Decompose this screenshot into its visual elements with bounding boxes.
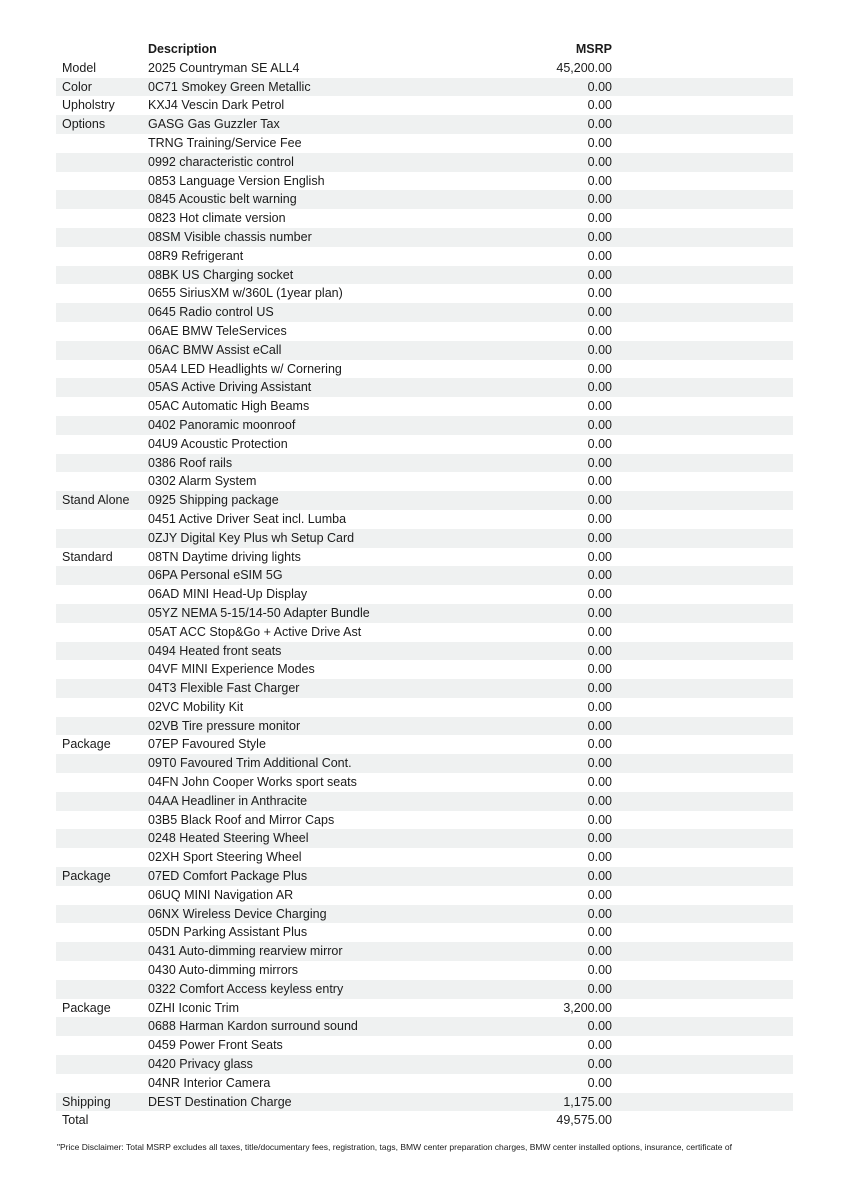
row-category bbox=[62, 623, 148, 642]
row-category bbox=[62, 153, 148, 172]
row-msrp: 0.00 bbox=[587, 417, 612, 432]
row-msrp: 0.00 bbox=[587, 98, 612, 113]
row-category bbox=[62, 698, 148, 717]
row-category bbox=[62, 341, 148, 360]
row-description: TRNG Training/Service Fee bbox=[148, 135, 302, 150]
table-row bbox=[56, 604, 793, 623]
row-description: 04VF MINI Experience Modes bbox=[148, 662, 315, 677]
row-category bbox=[62, 529, 148, 548]
row-description: 0853 Language Version English bbox=[148, 173, 325, 188]
table-row bbox=[56, 717, 793, 736]
price-disclaimer: "Price Disclaimer: Total MSRP excludes all taxes, title/documentary fees, registration, tags, BMW center preparation charges, BMW center installed options, insurance, certificate of bbox=[57, 1142, 732, 1152]
row-category bbox=[62, 792, 148, 811]
row-category bbox=[62, 472, 148, 491]
row-category bbox=[62, 284, 148, 303]
table-row bbox=[56, 548, 793, 567]
row-msrp: 0.00 bbox=[587, 211, 612, 226]
row-description: 03B5 Black Roof and Mirror Caps bbox=[148, 812, 335, 827]
row-description: 0248 Heated Steering Wheel bbox=[148, 831, 309, 846]
row-msrp: 0.00 bbox=[587, 117, 612, 132]
row-description: 02XH Sport Steering Wheel bbox=[148, 850, 302, 865]
row-description: 06PA Personal eSIM 5G bbox=[148, 568, 283, 583]
row-msrp: 0.00 bbox=[587, 869, 612, 884]
row-category bbox=[62, 980, 148, 999]
row-description: 0322 Comfort Access keyless entry bbox=[148, 981, 344, 996]
row-category bbox=[62, 172, 148, 191]
table-row bbox=[56, 416, 793, 435]
row-description: 0925 Shipping package bbox=[148, 493, 279, 508]
row-msrp: 0.00 bbox=[587, 530, 612, 545]
row-category bbox=[62, 566, 148, 585]
table-row bbox=[56, 792, 793, 811]
row-category bbox=[62, 829, 148, 848]
row-category: Package bbox=[62, 737, 111, 752]
row-category bbox=[62, 886, 148, 905]
row-category: Total bbox=[62, 1113, 89, 1128]
table-row bbox=[56, 134, 793, 153]
row-msrp: 0.00 bbox=[587, 549, 612, 564]
row-msrp: 3,200.00 bbox=[563, 1000, 612, 1015]
row-msrp: 0.00 bbox=[587, 342, 612, 357]
table-row bbox=[56, 491, 793, 510]
row-category: Upholstry bbox=[62, 98, 115, 113]
row-description: GASG Gas Guzzler Tax bbox=[148, 117, 280, 132]
row-description: 0655 SiriusXM w/360L (1year plan) bbox=[148, 286, 343, 301]
row-category bbox=[62, 266, 148, 285]
row-description: 0431 Auto-dimming rearview mirror bbox=[148, 944, 343, 959]
row-category bbox=[62, 1036, 148, 1055]
row-category bbox=[62, 303, 148, 322]
row-msrp: 0.00 bbox=[587, 173, 612, 188]
table-row bbox=[56, 566, 793, 585]
row-msrp: 0.00 bbox=[587, 1057, 612, 1072]
row-category bbox=[62, 1074, 148, 1093]
row-msrp: 0.00 bbox=[587, 1019, 612, 1034]
row-description: 08BK US Charging socket bbox=[148, 267, 294, 282]
row-category bbox=[62, 247, 148, 266]
row-msrp: 1,175.00 bbox=[563, 1094, 612, 1109]
row-category bbox=[62, 585, 148, 604]
row-msrp: 0.00 bbox=[587, 812, 612, 827]
row-msrp: 45,200.00 bbox=[556, 60, 612, 75]
row-msrp: 0.00 bbox=[587, 323, 612, 338]
row-msrp: 0.00 bbox=[587, 474, 612, 489]
row-msrp: 0.00 bbox=[587, 455, 612, 470]
table-row bbox=[56, 153, 793, 172]
row-category bbox=[62, 190, 148, 209]
row-category bbox=[62, 209, 148, 228]
row-category bbox=[62, 454, 148, 473]
table-row bbox=[56, 454, 793, 473]
row-description: 06NX Wireless Device Charging bbox=[148, 906, 327, 921]
row-msrp: 0.00 bbox=[587, 887, 612, 902]
table-row bbox=[56, 228, 793, 247]
row-msrp: 0.00 bbox=[587, 154, 612, 169]
table-row bbox=[56, 1017, 793, 1036]
table-row bbox=[56, 190, 793, 209]
table-row bbox=[56, 266, 793, 285]
table-row bbox=[56, 341, 793, 360]
row-description: KXJ4 Vescin Dark Petrol bbox=[148, 98, 285, 113]
table-row bbox=[56, 811, 793, 830]
table-row bbox=[56, 942, 793, 961]
table-row bbox=[56, 1074, 793, 1093]
table-row bbox=[56, 284, 793, 303]
row-category bbox=[62, 510, 148, 529]
row-category bbox=[62, 397, 148, 416]
row-category bbox=[62, 228, 148, 247]
row-description: 08SM Visible chassis number bbox=[148, 229, 312, 244]
row-msrp: 0.00 bbox=[587, 380, 612, 395]
row-description: 08R9 Refrigerant bbox=[148, 248, 244, 263]
row-description: 02VB Tire pressure monitor bbox=[148, 718, 301, 733]
row-msrp: 0.00 bbox=[587, 775, 612, 790]
table-row bbox=[56, 435, 793, 454]
table-row bbox=[56, 397, 793, 416]
table-row bbox=[56, 303, 793, 322]
row-category bbox=[62, 773, 148, 792]
row-category bbox=[62, 848, 148, 867]
row-msrp: 0.00 bbox=[587, 699, 612, 714]
row-description: 02VC Mobility Kit bbox=[148, 699, 244, 714]
row-category bbox=[62, 717, 148, 736]
row-description: 0ZJY Digital Key Plus wh Setup Card bbox=[148, 530, 355, 545]
row-msrp: 0.00 bbox=[587, 135, 612, 150]
table-body bbox=[56, 59, 793, 1130]
row-category bbox=[62, 942, 148, 961]
row-msrp: 49,575.00 bbox=[556, 1113, 612, 1128]
row-description: 07ED Comfort Package Plus bbox=[148, 869, 308, 884]
row-description: 0823 Hot climate version bbox=[148, 211, 286, 226]
table-row bbox=[56, 172, 793, 191]
row-msrp: 0.00 bbox=[587, 718, 612, 733]
row-msrp: 0.00 bbox=[587, 662, 612, 677]
table-row bbox=[56, 1036, 793, 1055]
table-row bbox=[56, 829, 793, 848]
row-category: Package bbox=[62, 1000, 111, 1015]
row-description: 0430 Auto-dimming mirrors bbox=[148, 963, 299, 978]
table-row bbox=[56, 78, 793, 97]
table-row bbox=[56, 980, 793, 999]
table-row bbox=[56, 510, 793, 529]
row-msrp: 0.00 bbox=[587, 587, 612, 602]
row-description: 06AD MINI Head-Up Display bbox=[148, 587, 308, 602]
header-msrp: MSRP bbox=[575, 42, 612, 56]
row-msrp: 0.00 bbox=[587, 737, 612, 752]
header-category bbox=[62, 40, 148, 59]
row-category bbox=[62, 642, 148, 661]
row-description: 04T3 Flexible Fast Charger bbox=[148, 681, 300, 696]
row-description: 05AS Active Driving Assistant bbox=[148, 380, 312, 395]
row-description: 05AT ACC Stop&Go + Active Drive Ast bbox=[148, 624, 362, 639]
table-row bbox=[56, 472, 793, 491]
table-row bbox=[56, 905, 793, 924]
table-row bbox=[56, 115, 793, 134]
table-row bbox=[56, 247, 793, 266]
row-description: 04NR Interior Camera bbox=[148, 1075, 271, 1090]
table-row bbox=[56, 867, 793, 886]
row-category bbox=[62, 660, 148, 679]
row-msrp: 0.00 bbox=[587, 963, 612, 978]
table-row bbox=[56, 886, 793, 905]
options-price-table bbox=[56, 40, 793, 1130]
table-row bbox=[56, 679, 793, 698]
row-msrp: 0.00 bbox=[587, 361, 612, 376]
row-msrp: 0.00 bbox=[587, 192, 612, 207]
row-description: 05AC Automatic High Beams bbox=[148, 399, 310, 414]
table-row bbox=[56, 848, 793, 867]
row-msrp: 0.00 bbox=[587, 229, 612, 244]
row-category bbox=[62, 679, 148, 698]
row-category bbox=[62, 435, 148, 454]
row-msrp: 0.00 bbox=[587, 436, 612, 451]
row-msrp: 0.00 bbox=[587, 568, 612, 583]
table-row bbox=[56, 660, 793, 679]
row-description: 06AC BMW Assist eCall bbox=[148, 342, 282, 357]
row-description: 04FN John Cooper Works sport seats bbox=[148, 775, 357, 790]
row-msrp: 0.00 bbox=[587, 681, 612, 696]
row-description: 05A4 LED Headlights w/ Cornering bbox=[148, 361, 342, 376]
row-msrp: 0.00 bbox=[587, 511, 612, 526]
table-row bbox=[56, 623, 793, 642]
row-msrp: 0.00 bbox=[587, 399, 612, 414]
table-row bbox=[56, 585, 793, 604]
row-msrp: 0.00 bbox=[587, 643, 612, 658]
row-msrp: 0.00 bbox=[587, 248, 612, 263]
table-row bbox=[56, 96, 793, 115]
row-msrp: 0.00 bbox=[587, 1075, 612, 1090]
table-row bbox=[56, 642, 793, 661]
row-msrp: 0.00 bbox=[587, 831, 612, 846]
row-description: 0402 Panoramic moonroof bbox=[148, 417, 296, 432]
table-row bbox=[56, 999, 793, 1018]
row-msrp: 0.00 bbox=[587, 793, 612, 808]
row-description: 0420 Privacy glass bbox=[148, 1057, 253, 1072]
row-msrp: 0.00 bbox=[587, 925, 612, 940]
table-row bbox=[56, 754, 793, 773]
row-category bbox=[62, 811, 148, 830]
row-description: 0ZHI Iconic Trim bbox=[148, 1000, 239, 1015]
row-category bbox=[62, 134, 148, 153]
table-row bbox=[56, 322, 793, 341]
row-description: 05YZ NEMA 5-15/14-50 Adapter Bundle bbox=[148, 605, 370, 620]
row-description: 06UQ MINI Navigation AR bbox=[148, 887, 294, 902]
table-header-row bbox=[56, 40, 793, 59]
row-category bbox=[62, 378, 148, 397]
row-description: 0688 Harman Kardon surround sound bbox=[148, 1019, 358, 1034]
row-msrp: 0.00 bbox=[587, 605, 612, 620]
table-row bbox=[56, 529, 793, 548]
row-msrp: 0.00 bbox=[587, 981, 612, 996]
table-row bbox=[56, 923, 793, 942]
row-msrp: 0.00 bbox=[587, 906, 612, 921]
table-row bbox=[56, 209, 793, 228]
row-description: 05DN Parking Assistant Plus bbox=[148, 925, 308, 940]
table-row bbox=[56, 1111, 793, 1130]
row-msrp: 0.00 bbox=[587, 286, 612, 301]
row-category bbox=[62, 360, 148, 379]
table-row bbox=[56, 961, 793, 980]
table-row bbox=[56, 1055, 793, 1074]
row-msrp: 0.00 bbox=[587, 79, 612, 94]
row-description: 06AE BMW TeleServices bbox=[148, 323, 287, 338]
row-category bbox=[62, 1055, 148, 1074]
table-row bbox=[56, 773, 793, 792]
row-category: Standard bbox=[62, 549, 113, 564]
row-description: 0386 Roof rails bbox=[148, 455, 233, 470]
row-description: 0992 characteristic control bbox=[148, 154, 294, 169]
table-row bbox=[56, 360, 793, 379]
row-category: Stand Alone bbox=[62, 493, 130, 508]
table-row bbox=[56, 698, 793, 717]
row-category bbox=[62, 604, 148, 623]
row-category: Package bbox=[62, 869, 111, 884]
row-category bbox=[62, 416, 148, 435]
row-category bbox=[62, 905, 148, 924]
table-row bbox=[56, 735, 793, 754]
row-description: 09T0 Favoured Trim Additional Cont. bbox=[148, 756, 352, 771]
row-description: 0302 Alarm System bbox=[148, 474, 257, 489]
row-msrp: 0.00 bbox=[587, 305, 612, 320]
row-description: 04U9 Acoustic Protection bbox=[148, 436, 288, 451]
row-category bbox=[62, 923, 148, 942]
row-category: Color bbox=[62, 79, 92, 94]
row-msrp: 0.00 bbox=[587, 756, 612, 771]
row-description: 04AA Headliner in Anthracite bbox=[148, 793, 308, 808]
row-msrp: 0.00 bbox=[587, 493, 612, 508]
row-description: 07EP Favoured Style bbox=[148, 737, 266, 752]
header-description: Description bbox=[148, 42, 217, 56]
row-description: 0C71 Smokey Green Metallic bbox=[148, 79, 311, 94]
row-category: Options bbox=[62, 117, 106, 132]
row-description: 0494 Heated front seats bbox=[148, 643, 282, 658]
row-description bbox=[148, 1111, 452, 1130]
row-description: 0451 Active Driver Seat incl. Lumba bbox=[148, 511, 347, 526]
row-category bbox=[62, 961, 148, 980]
row-category: Model bbox=[62, 60, 97, 75]
row-description: DEST Destination Charge bbox=[148, 1094, 292, 1109]
row-description: 0459 Power Front Seats bbox=[148, 1038, 283, 1053]
row-msrp: 0.00 bbox=[587, 944, 612, 959]
row-description: 2025 Countryman SE ALL4 bbox=[148, 60, 300, 75]
row-category: Shipping bbox=[62, 1094, 111, 1109]
row-category bbox=[62, 754, 148, 773]
table-row bbox=[56, 378, 793, 397]
row-msrp: 0.00 bbox=[587, 267, 612, 282]
row-msrp: 0.00 bbox=[587, 1038, 612, 1053]
row-category bbox=[62, 1017, 148, 1036]
table-row bbox=[56, 1093, 793, 1112]
row-category bbox=[62, 322, 148, 341]
row-msrp: 0.00 bbox=[587, 624, 612, 639]
row-description: 08TN Daytime driving lights bbox=[148, 549, 301, 564]
row-msrp: 0.00 bbox=[587, 850, 612, 865]
row-description: 0645 Radio control US bbox=[148, 305, 274, 320]
table-row bbox=[56, 59, 793, 78]
row-description: 0845 Acoustic belt warning bbox=[148, 192, 297, 207]
